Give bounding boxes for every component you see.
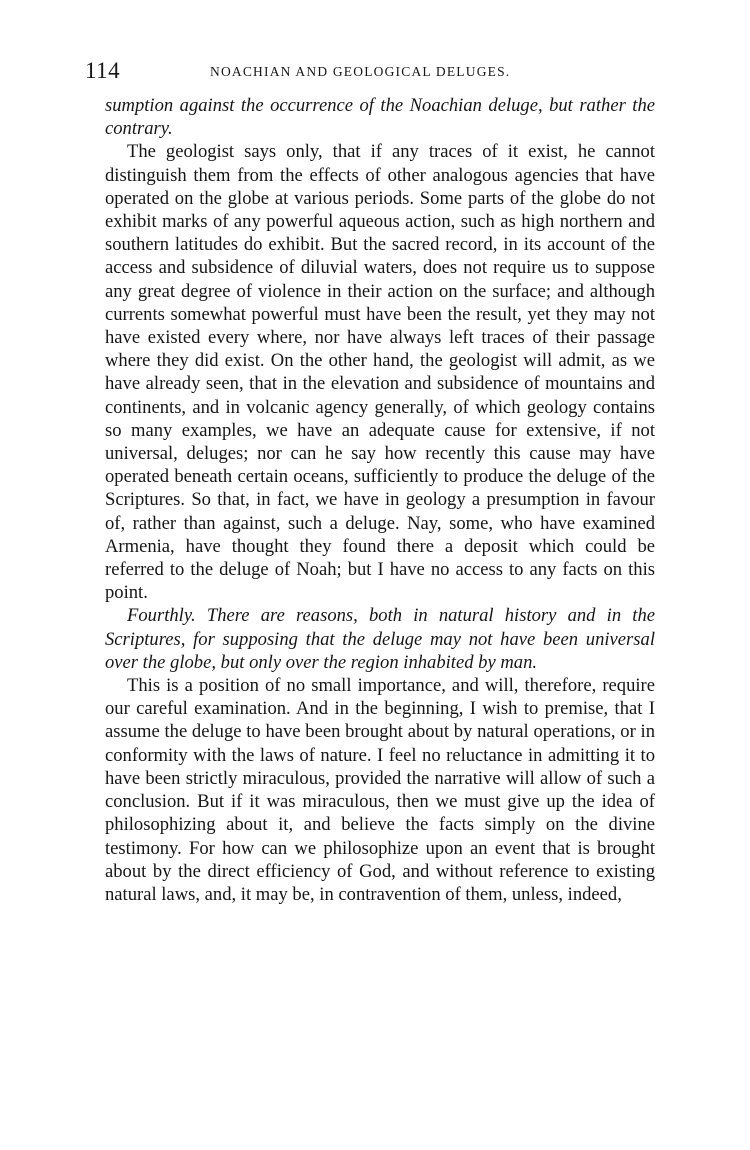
book-page	[85, 58, 655, 906]
paragraph-fourthly: Fourthly. There are reasons, both in natural history and in the Scriptures, for supposing that the deluge may not have been universal over the globe, but only over the region inhabited by man.	[105, 605, 655, 673]
paragraph-position: This is a position of no small importance, and will, therefore, require our careful examination. And in the beginning, I wish to premise, that I assume the deluge to have been brought about by natural operations, or in conformity with the laws of nature. I feel no reluctance in admitting it to have been strictly miraculous, provided the narrative will allow of such a conclusion. But if it was miraculous, then we must give up the idea of philosophizing about it, and believe the facts simply on the divine testimony. For how can we philosophize upon an event that is brought about by the direct efficiency of God, and without reference to existing natural laws, and, it may be, in contravention of them, unless, indeed,	[105, 675, 655, 905]
paragraph-continuation: sumption against the occurrence of the Noachian deluge, but rather the contrary.	[105, 95, 655, 140]
paragraph-geologist: The geologist says only, that if any traces of it exist, he cannot distinguish them from the effects of other analogous agencies that have operated on the globe at various periods. Some parts of the globe do not exhibit marks of any powerful aqueous action, such as high northern and southern latitudes do exhibit. But the sacred record, in its account of the access and subsidence of diluvial waters, does not require us to suppose any great degree of violence in their action on the surface; and although currents somewhat powerful must have been the result, yet they may not have existed every where, nor have always left traces of their passage where they did exist. On the other hand, the geologist will admit, as we have already seen, that in the elevation and subsidence of mountains and continents, and in volcanic agency generally, of which geology contains so many examples, we have an adequate cause for extensive, if not universal, deluges; nor can he say how recently this cause may have operated beneath certain oceans, sufficiently to produce the deluge of the Scriptures. So that, in fact, we have in geology a presumption in favour of, rather than against, such a deluge. Nay, some, who have examined Armenia, have thought they found there a deposit which could be referred to the deluge of Noah; but I have no access to any facts on this point.	[105, 141, 655, 604]
running-title: NOACHIAN AND GEOLOGICAL DELUGES.	[210, 64, 511, 79]
page-number: 114	[85, 58, 121, 83]
body-text	[105, 94, 655, 906]
running-head	[85, 58, 655, 90]
